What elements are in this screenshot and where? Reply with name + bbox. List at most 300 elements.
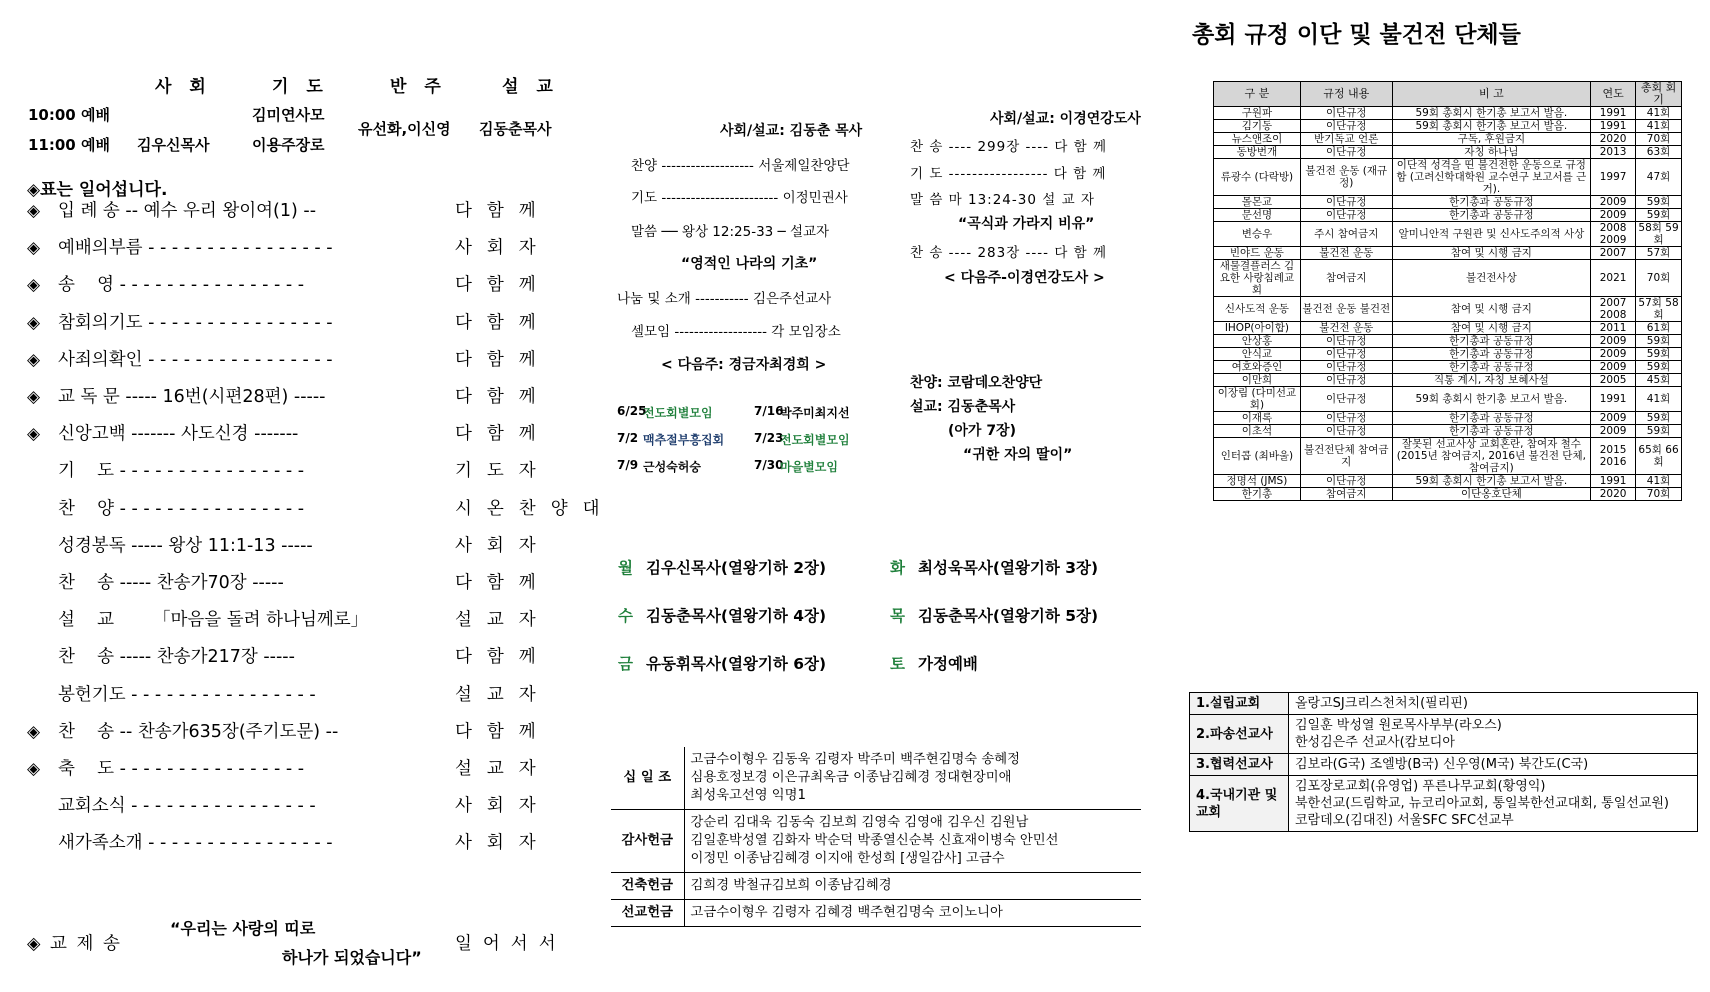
reg-header-category: 구 분 [1214, 82, 1301, 107]
reg-cell: 참여 및 시행 금지 [1392, 247, 1590, 260]
reg-cell: 이만희 [1214, 374, 1301, 387]
reg-row [1214, 438, 1682, 475]
reg-cell: 주시 참여금지 [1300, 222, 1392, 247]
reg-cell: 류광수 (다락방) [1214, 159, 1301, 196]
offering-names [684, 747, 1141, 810]
weekly-name: 가정예배 [918, 655, 978, 673]
reg-cell: 2011 [1591, 322, 1636, 335]
reg-cell: 이단규정 [1300, 425, 1392, 438]
reg-cell: 이단규정 [1300, 348, 1392, 361]
order-row [0, 828, 565, 858]
order-marker: ◈ [27, 424, 41, 445]
mission-category: 3.협력선교사 [1190, 754, 1289, 776]
mission-line: 김일훈 박성열 원로목사부부(라오스) [1295, 718, 1502, 733]
reg-cell: 70회 [1636, 133, 1682, 146]
reg-cell: 61회 [1636, 322, 1682, 335]
reg-header-note: 비 고 [1392, 82, 1590, 107]
order-responder: 사회자 [455, 796, 551, 817]
reg-cell: 불건전단체 참여금지 [1300, 438, 1392, 475]
order-responder: 설교자 [455, 684, 551, 705]
schedule-date: 7/30 [754, 458, 784, 472]
reg-cell: 2015 2016 [1591, 438, 1636, 475]
order-responder: 설교자 [455, 610, 551, 631]
reg-cell: 한기총과 공동규정 [1392, 361, 1590, 374]
reg-cell: 2009 [1591, 348, 1636, 361]
order-responder: 기도자 [455, 461, 551, 482]
reg-cell: 1991 [1591, 120, 1636, 133]
order-item: 성경봉독 ----- 왕상 11:1-13 ----- [58, 535, 313, 556]
offering-line: 고금수이형우 김령자 김혜경 백주현김명숙 코이노니아 [690, 905, 1003, 920]
reg-cell: 45회 [1636, 374, 1682, 387]
weekly-name: 김동춘목사(열왕기하 4장) [646, 607, 827, 625]
reg-cell: 57회 [1636, 247, 1682, 260]
reg-cell: 이단규정 [1300, 387, 1392, 412]
order-item: 봉헌기도 - - - - - - - - - - - - - - - - [58, 684, 316, 705]
order-row [0, 494, 615, 524]
reg-cell: 빈야드 운동 [1214, 247, 1301, 260]
reg-cell: 이단규정 [1300, 335, 1392, 348]
order-row [0, 456, 565, 486]
order-row [0, 568, 565, 598]
mission-category: 4.국내기관 및 교회 [1190, 776, 1289, 832]
reg-cell: 65회 66회 [1636, 438, 1682, 475]
weekly-day: 월 [618, 559, 633, 577]
mission-row [1190, 776, 1698, 832]
reg-cell: 새물결플러스 김요한 사랑침례교회 [1214, 260, 1301, 297]
s2-row1: 찬양 ------------------- 서울제일찬양단 [631, 158, 850, 174]
order-item: 찬 송 ----- 찬송가217장 ----- [58, 647, 295, 668]
reg-cell: 41회 [1636, 475, 1682, 488]
weekly-name: 김우신목사(열왕기하 2장) [646, 559, 827, 577]
weekly-day: 목 [890, 607, 905, 625]
reg-cell: 동방번개 [1214, 146, 1301, 159]
reg-cell: 안식교 [1214, 348, 1301, 361]
offering-line: 강순리 김대욱 김동숙 김보희 김영숙 김영애 김우신 김원남 [690, 815, 1029, 830]
offering-row [611, 810, 1141, 873]
offering-category: 감사헌금 [611, 810, 684, 873]
reg-cell: 정명석 (JMS) [1214, 475, 1301, 488]
s2-next: < 다음주: 경금자최경희 > [661, 357, 827, 373]
reg-cell: 이단규정 [1300, 120, 1392, 133]
weekly-day: 금 [618, 655, 633, 673]
reg-cell: 구독, 후원금지 [1392, 133, 1590, 146]
reg-cell: 문선명 [1214, 209, 1301, 222]
s2-row4: 나눔 및 소개 ----------- 김은주선교사 [617, 291, 832, 307]
order-responder: 다함께 [455, 721, 551, 742]
mission-details [1289, 754, 1698, 776]
reg-cell: 안상홍 [1214, 335, 1301, 348]
reg-cell: 잘못된 선교사상 교회혼란, 참여자 철수 (2015년 참여금지, 2016년 불건전 단체, 참여금지) [1392, 438, 1590, 475]
reg-cell: 이초석 [1214, 425, 1301, 438]
reg-row [1214, 209, 1682, 222]
order-row [0, 717, 565, 747]
s4-passage: (아가 7장) [948, 423, 1016, 439]
reg-cell: 59회 총회시 한기총 보고서 발음. [1392, 120, 1590, 133]
reg-cell: 2020 [1591, 488, 1636, 501]
order-item: 찬 송 -- 찬송가635장(주기도문) -- [58, 721, 339, 742]
reg-cell: 직통 계시, 자칭 보혜사설 [1392, 374, 1590, 387]
order-item: 예배의부름 - - - - - - - - - - - - - - - - [58, 238, 333, 259]
offering-names [684, 810, 1141, 873]
offering-line: 심용호정보경 이은규최옥금 이종남김혜경 정대현장미애 [690, 770, 1012, 785]
order-responder: 다함께 [455, 424, 551, 445]
reg-cell: 인터콥 (최바울) [1214, 438, 1301, 475]
reg-cell: 변승우 [1214, 222, 1301, 247]
s4-praise: 찬양: 코람데오찬양단 [910, 375, 1043, 391]
reg-cell: 1991 [1591, 107, 1636, 120]
reg-cell: 1991 [1591, 475, 1636, 488]
s2-title: “영적인 나라의 기초” [681, 256, 818, 272]
order-responder: 다함께 [455, 349, 551, 370]
order-item: 설 교 「마음을 돌려 하나님께로」 [58, 610, 369, 631]
reg-cell: 2007 2008 [1591, 297, 1636, 322]
reg-cell: 이단옹호단체 [1392, 488, 1590, 501]
reg-cell: 이단적 성격을 띤 불건전한 운동으로 규정함 (고려신학대학원 교수연구 보고서를 근거). [1392, 159, 1590, 196]
order-row [0, 531, 565, 561]
reg-cell: 불건전사상 [1392, 260, 1590, 297]
order-marker: ◈ [27, 759, 41, 779]
reg-cell: 이단규정 [1300, 146, 1392, 159]
reg-cell: 2013 [1591, 146, 1636, 159]
reg-row [1214, 412, 1682, 425]
s2-row2: 기도 ------------------------ 이정민권사 [631, 190, 848, 206]
time-10: 10:00 예배 [28, 106, 110, 124]
schedule-event: 박주미최지선 [780, 406, 850, 420]
mission-line: 김포장로교회(유영업) 푸른나무교회(황영익) [1295, 779, 1546, 794]
mission-row [1190, 693, 1698, 715]
order-responder: 설교자 [455, 759, 551, 779]
order-marker: ◈ [27, 312, 41, 333]
accompanist: 유선화,이신영 [358, 120, 451, 138]
order-responder: 다함께 [455, 647, 551, 668]
order-item: 참회의기도 - - - - - - - - - - - - - - - - [58, 312, 333, 333]
order-responder: 사회자 [455, 535, 551, 556]
reg-cell: 57회 58회 [1636, 297, 1682, 322]
reg-cell: 여호와증인 [1214, 361, 1301, 374]
reg-row [1214, 222, 1682, 247]
header-role-prayer: 기 도 [272, 77, 329, 97]
reg-cell: 불건전 운동 [1300, 322, 1392, 335]
order-item: 송 영 - - - - - - - - - - - - - - - - [58, 275, 305, 296]
reg-cell: 몰몬교 [1214, 196, 1301, 209]
reg-cell: 41회 [1636, 107, 1682, 120]
reg-cell: 이단규정 [1300, 361, 1392, 374]
schedule-date: 7/2 [617, 431, 639, 445]
schedule-event: 맥추절부흥집회 [643, 433, 725, 447]
reg-cell: 이장림 (다미선교회) [1214, 387, 1301, 412]
reg-cell: 59회 [1636, 425, 1682, 438]
reg-cell: 알미니안적 구원관 및 신사도주의적 사상 [1392, 222, 1590, 247]
order-item: 축 도 - - - - - - - - - - - - - - - - [58, 759, 305, 779]
order-item: 입 례 송 -- 예수 우리 왕이여(1) -- [58, 201, 317, 221]
mission-line: 올랑고SJ크리스천처치(필리핀) [1295, 696, 1468, 711]
reg-cell: 2009 [1591, 196, 1636, 209]
reg-cell: 2007 [1591, 247, 1636, 260]
offering-line: 이정민 이종남김혜경 이지애 한성희 [생일감사] 고금수 [690, 851, 1005, 866]
reg-cell: 70회 [1636, 488, 1682, 501]
reg-row [1214, 374, 1682, 387]
reg-cell: 참여금지 [1300, 488, 1392, 501]
reg-cell: 한기총과 공동규정 [1392, 209, 1590, 222]
reg-cell: 59회 [1636, 412, 1682, 425]
offering-category: 십 일 조 [611, 747, 684, 810]
s3-next: < 다음주-이경연강도사 > [944, 270, 1105, 286]
sending-line1: “우리는 사랑의 띠로 [170, 919, 316, 938]
header-role-host: 사 회 [155, 77, 212, 97]
order-marker: ◈ [27, 721, 41, 742]
reg-row [1214, 425, 1682, 438]
offering-line: 김희경 박철규김보희 이종남김혜경 [690, 878, 892, 893]
reg-cell: 59회 [1636, 361, 1682, 374]
reg-cell: 2009 [1591, 425, 1636, 438]
reg-cell: 2005 [1591, 374, 1636, 387]
mission-row [1190, 754, 1698, 776]
reg-cell: 59회 [1636, 348, 1682, 361]
reg-cell: 2008 2009 [1591, 222, 1636, 247]
reg-cell: 김기동 [1214, 120, 1301, 133]
order-marker: ◈ [27, 275, 41, 296]
order-marker: ◈ [27, 201, 41, 221]
offering-category: 건축헌금 [611, 873, 684, 900]
order-item: 교 독 문 ----- 16번(시편28편) ----- [58, 387, 326, 407]
order-responder: 다함께 [455, 573, 551, 593]
reg-cell: 신사도적 운동 [1214, 297, 1301, 322]
prayer-10: 김미연사모 [252, 106, 325, 124]
s3-row1: 찬 송 ---- 299장 ---- 다 함 께 [910, 139, 1108, 155]
reg-cell: 59회 총회시 한기총 보고서 발음. [1392, 107, 1590, 120]
mission-details [1289, 776, 1698, 832]
reg-cell: IHOP(아이합) [1214, 322, 1301, 335]
order-responder: 사회자 [455, 238, 551, 259]
order-item: 기 도 - - - - - - - - - - - - - - - - [58, 461, 305, 482]
reg-row [1214, 159, 1682, 196]
mission-category: 1.설립교회 [1190, 693, 1289, 715]
order-responder: 사회자 [455, 833, 551, 854]
s3-row2: 기 도 ----------------- 다 함 께 [910, 166, 1107, 182]
regulation-table [1213, 81, 1682, 501]
reg-row [1214, 297, 1682, 322]
reg-cell: 이단규정 [1300, 209, 1392, 222]
s2-host: 사회/설교: 김동춘 목사 [720, 123, 863, 139]
reg-cell: 이단규정 [1300, 107, 1392, 120]
reg-cell: 구원파 [1214, 107, 1301, 120]
reg-cell: 한기총과 공동규정 [1392, 348, 1590, 361]
sending-label: ◈ 교 제 송 [27, 934, 122, 954]
reg-row [1214, 475, 1682, 488]
reg-cell: 참여금지 [1300, 260, 1392, 297]
mission-row [1190, 715, 1698, 754]
reg-row [1214, 260, 1682, 297]
reg-row [1214, 322, 1682, 335]
weekly-day: 수 [618, 607, 633, 625]
reg-header-year: 연도 [1591, 82, 1636, 107]
order-row [0, 642, 565, 672]
schedule-date: 7/16 [754, 404, 784, 418]
prayer-11: 이용주장로 [252, 136, 325, 154]
reg-cell: 47회 [1636, 159, 1682, 196]
s3-row4: 찬 송 ---- 283장 ---- 다 함 께 [910, 245, 1108, 261]
host-11: 김우신목사 [137, 136, 210, 154]
reg-row [1214, 361, 1682, 374]
order-responder: 다함께 [455, 387, 551, 407]
reg-cell: 자칭 하나님 [1392, 146, 1590, 159]
reg-title: 총회 규정 이단 및 불건전 단체들 [1192, 22, 1521, 48]
offering-line: 김일훈박성열 김화자 박순덕 박종열신순복 신효재이병숙 안민선 [690, 833, 1059, 848]
reg-cell: 한기총과 공동규정 [1392, 196, 1590, 209]
offering-table [611, 747, 1141, 927]
reg-cell: 한기총과 공동규정 [1392, 335, 1590, 348]
offering-line: 최성욱고선영 익명1 [690, 788, 806, 803]
order-responder: 시온찬양대 [455, 498, 615, 519]
reg-cell: 1997 [1591, 159, 1636, 196]
sending-line2: 하나가 되었습니다” [282, 948, 422, 967]
reg-cell: 참여 및 시행 금지 [1392, 322, 1590, 335]
reg-cell: 58회 59회 [1636, 222, 1682, 247]
schedule-date: 7/23 [754, 431, 784, 445]
reg-header-session: 총회 회기 [1636, 82, 1682, 107]
order-row [0, 754, 565, 784]
preacher: 김동춘목사 [479, 120, 552, 138]
s2-row5: 셀모임 ------------------- 각 모임장소 [631, 324, 841, 340]
offering-row [611, 747, 1141, 810]
order-row [0, 419, 565, 449]
reg-cell: 1991 [1591, 387, 1636, 412]
reg-cell: 2009 [1591, 209, 1636, 222]
reg-cell: 59회 [1636, 335, 1682, 348]
mission-line: 한성김은주 선교사(캄보디아 [1295, 735, 1455, 750]
schedule-date: 7/9 [617, 458, 639, 472]
offering-line: 고금수이형우 김동욱 김령자 박주미 백주현김명숙 송혜정 [690, 752, 1020, 767]
reg-row [1214, 107, 1682, 120]
header-role-accompanist: 반 주 [390, 77, 447, 97]
mission-details [1289, 693, 1698, 715]
s4-preacher: 설교: 김동춘목사 [910, 399, 1016, 415]
order-row [0, 196, 565, 226]
reg-cell: 이단규정 [1300, 374, 1392, 387]
reg-row [1214, 120, 1682, 133]
reg-cell: 59회 총회시 한기총 보고서 발음. [1392, 387, 1590, 412]
reg-cell: 2021 [1591, 260, 1636, 297]
schedule-event: 마을별모임 [780, 460, 838, 474]
reg-cell: 이단규정 [1300, 196, 1392, 209]
weekly-name: 김동춘목사(열왕기하 5장) [918, 607, 1099, 625]
reg-row [1214, 348, 1682, 361]
time-11: 11:00 예배 [28, 136, 110, 154]
reg-cell: 41회 [1636, 387, 1682, 412]
reg-cell: 59회 [1636, 196, 1682, 209]
s4-title: “귀한 자의 딸이” [963, 447, 1073, 463]
order-marker: ◈ [27, 349, 41, 370]
reg-cell: 불건전 운동 [1300, 247, 1392, 260]
reg-cell: 불건전 운동 불건전 [1300, 297, 1392, 322]
mission-details [1289, 715, 1698, 754]
stand-note: ◈표는 일어섭니다. [27, 180, 168, 200]
reg-cell: 2009 [1591, 361, 1636, 374]
order-row [0, 680, 565, 710]
offering-row [611, 900, 1141, 927]
reg-cell: 참여 및 시행 금지 [1392, 297, 1590, 322]
offering-category: 선교헌금 [611, 900, 684, 927]
order-item: 새가족소개 - - - - - - - - - - - - - - - - [58, 833, 333, 854]
reg-cell: 59회 [1636, 209, 1682, 222]
s3-row3: 말 씀 마 13:24-30 설 교 자 [910, 192, 1095, 208]
reg-cell: 2020 [1591, 133, 1636, 146]
order-item: 찬 양 - - - - - - - - - - - - - - - - [58, 498, 305, 519]
reg-cell: 한기총과 공동규정 [1392, 412, 1590, 425]
schedule-event: 전도회별모임 [643, 406, 713, 420]
offering-names [684, 873, 1141, 900]
reg-header-content: 규정 내용 [1300, 82, 1392, 107]
schedule-event: 근성숙허숭 [643, 460, 701, 474]
schedule-date: 6/25 [617, 404, 647, 418]
order-row [0, 345, 565, 375]
reg-row [1214, 387, 1682, 412]
weekly-day: 토 [890, 655, 905, 673]
reg-cell: 이단규정 [1300, 475, 1392, 488]
mission-line: 김보라(G국) 조엘방(B국) 신우영(M국) 북간도(C국) [1295, 757, 1589, 772]
order-row [0, 791, 565, 821]
mission-table [1189, 692, 1698, 832]
reg-cell: 63회 [1636, 146, 1682, 159]
order-item: 신앙고백 ------- 사도신경 ------- [58, 424, 299, 445]
offering-names [684, 900, 1141, 927]
reg-row [1214, 488, 1682, 501]
order-item: 사죄의확인 - - - - - - - - - - - - - - - - [58, 349, 333, 370]
header-role-sermon: 설 교 [502, 77, 559, 97]
order-item: 찬 송 ----- 찬송가70장 ----- [58, 573, 284, 593]
order-row [0, 233, 565, 263]
order-row [0, 308, 565, 338]
reg-cell: 불건전 운동 (재규정) [1300, 159, 1392, 196]
reg-row [1214, 335, 1682, 348]
reg-row [1214, 247, 1682, 260]
weekly-name: 최성욱목사(열왕기하 3장) [918, 559, 1099, 577]
reg-cell: 한기총 [1214, 488, 1301, 501]
mission-line: 코람데오(김대진) 서울SFC SFC선교부 [1295, 813, 1514, 828]
order-responder: 다함께 [455, 312, 551, 333]
reg-row [1214, 146, 1682, 159]
reg-cell: 41회 [1636, 120, 1682, 133]
reg-cell: 이단규정 [1300, 412, 1392, 425]
reg-row [1214, 196, 1682, 209]
s3-title: “곡식과 가라지 비유” [958, 216, 1095, 232]
order-row [0, 605, 565, 635]
mission-category: 2.파송선교사 [1190, 715, 1289, 754]
offering-row [611, 873, 1141, 900]
order-row [0, 382, 565, 412]
reg-cell: 2009 [1591, 335, 1636, 348]
order-responder: 다함께 [455, 275, 551, 296]
order-marker: ◈ [27, 238, 41, 259]
reg-row [1214, 133, 1682, 146]
reg-cell: 뉴스앤조이 [1214, 133, 1301, 146]
s3-host: 사회/설교: 이경연강도사 [990, 111, 1141, 127]
reg-cell: 59회 총회시 한기총 보고서 발음. [1392, 475, 1590, 488]
weekly-name: 유동휘목사(열왕기하 6장) [646, 655, 827, 673]
mission-line: 북한선교(드림학교, 뉴코리아교회, 통일북한선교대회, 통일선교원) [1295, 796, 1670, 811]
weekly-day: 화 [890, 559, 905, 577]
sending-responder: 일어서서 [455, 934, 567, 954]
s2-row3: 말씀 ── 왕상 12:25-33 ─ 설교자 [631, 224, 830, 240]
schedule-event: 전도회별모임 [780, 433, 850, 447]
reg-cell: 반기독교 언론 [1300, 133, 1392, 146]
reg-cell: 2009 [1591, 412, 1636, 425]
order-row [0, 270, 565, 300]
order-responder: 다함께 [455, 201, 551, 221]
order-marker: ◈ [27, 387, 41, 407]
reg-cell: 이재록 [1214, 412, 1301, 425]
order-item: 교회소식 - - - - - - - - - - - - - - - - [58, 796, 316, 817]
